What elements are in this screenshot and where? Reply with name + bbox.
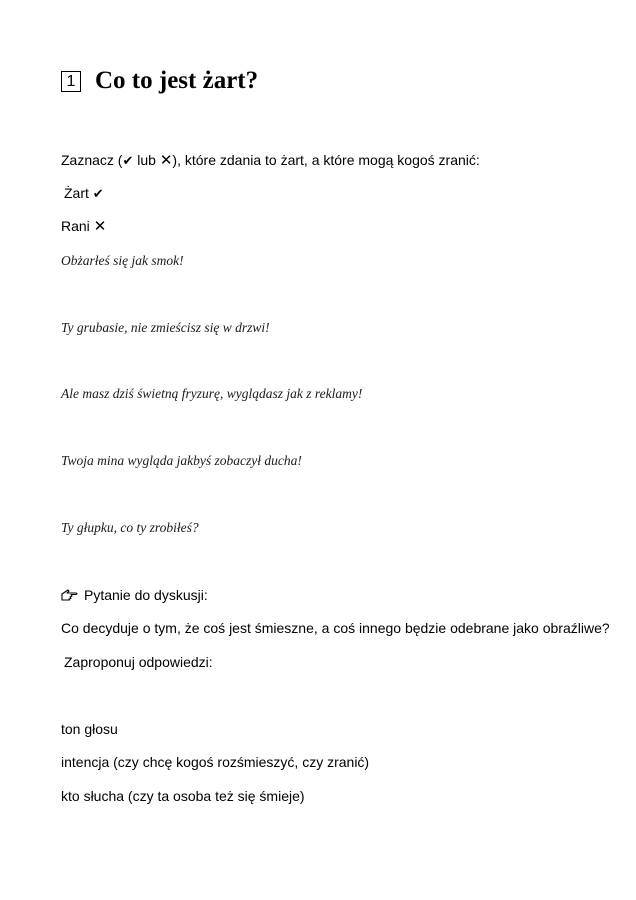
legend-joke xyxy=(64,184,104,204)
instruction-text xyxy=(61,151,480,171)
instruction-prefix: Zaznacz ( xyxy=(61,152,123,168)
sentence-1: Obżarłeś się jak smok! xyxy=(61,253,184,268)
sentence-2: Ty grubasie, nie zmieścisz się w drzwi! xyxy=(61,320,270,335)
discussion-prompt: Zaproponuj odpowiedzi: xyxy=(64,654,213,670)
section-number-box: 1 xyxy=(61,71,81,92)
discussion-label: Pytanie do dyskusji: xyxy=(84,587,208,603)
legend-hurt xyxy=(61,217,106,235)
answer-item: intencja (czy chcę kogoś rozśmieszyć, czy zranić) xyxy=(61,754,370,770)
discussion-question: Co decyduje o tym, że coś jest śmieszne, a coś innego będzie odebrane jako obraźliwe? xyxy=(61,620,610,636)
discussion-heading xyxy=(61,586,208,604)
sentence-4: Twoja mina wygląda jakbyś zobaczył ducha! xyxy=(61,453,302,468)
check-icon: ✔ xyxy=(92,187,104,202)
check-icon: ✔ xyxy=(122,154,134,169)
cross-icon: ✕ xyxy=(159,151,173,169)
legend-hurt-label: Rani xyxy=(61,218,90,234)
sentence-5: Ty głupku, co ty zrobiłeś? xyxy=(61,520,199,535)
sentence-3: Ale masz dziś świetną fryzurę, wyglądasz jak z reklamy! xyxy=(61,386,363,401)
page-title: Co to jest żart? xyxy=(95,67,259,94)
instruction-middle: lub xyxy=(133,152,160,168)
answer-item: ton głosu xyxy=(61,721,118,737)
legend-joke-label: Żart xyxy=(64,185,89,201)
section-heading xyxy=(61,66,258,96)
answer-item: kto słucha (czy ta osoba też się śmieje) xyxy=(61,788,305,804)
pointing-hand-icon xyxy=(61,589,79,601)
cross-icon: ✕ xyxy=(93,217,107,235)
instruction-suffix: ), które zdania to żart, a które mogą kogoś zranić: xyxy=(172,152,480,168)
